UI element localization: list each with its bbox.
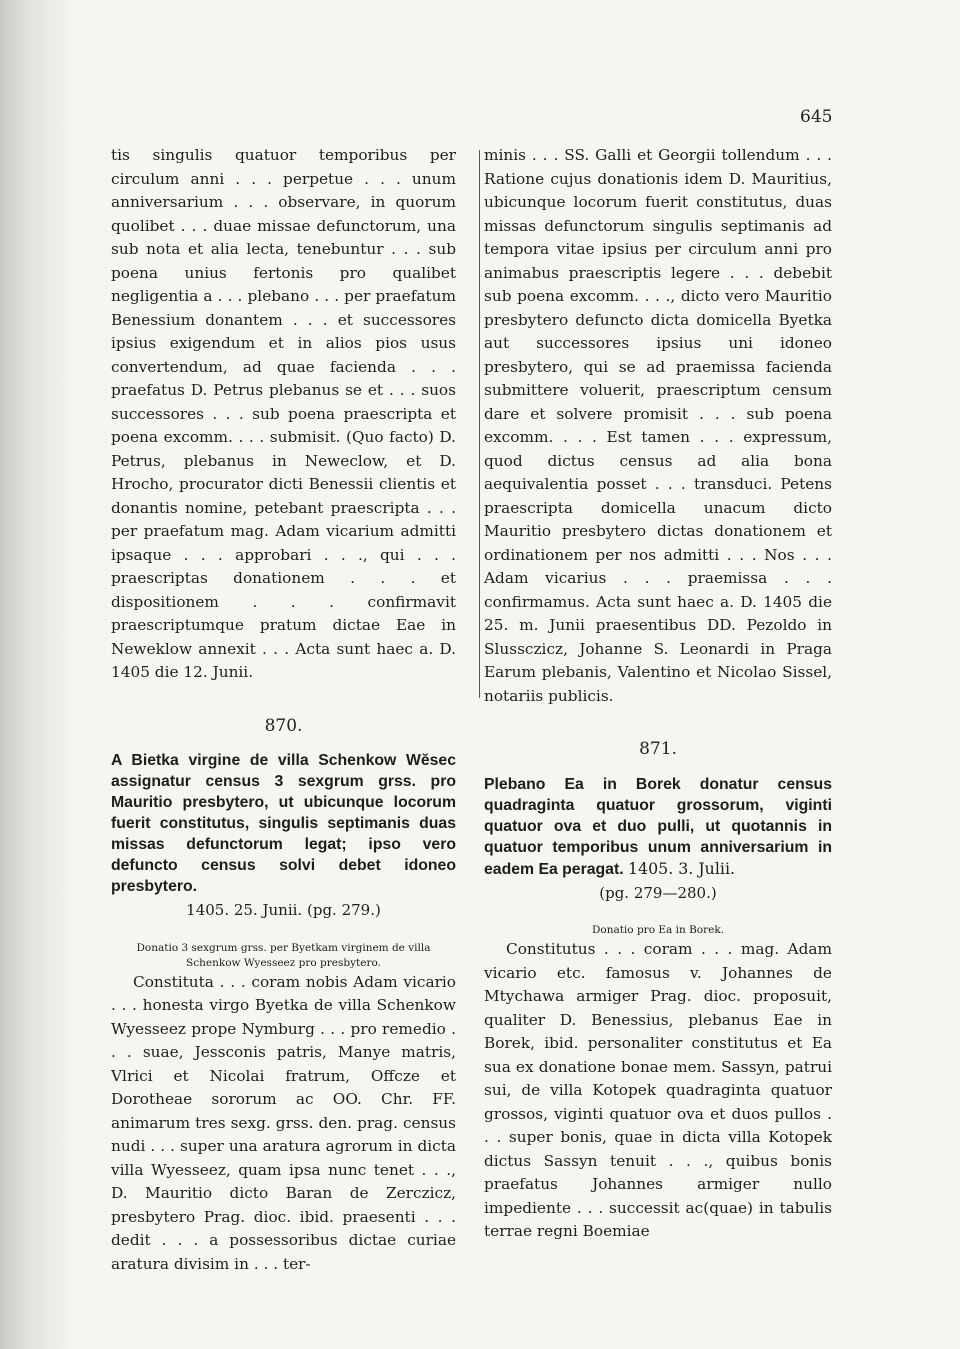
heading-date: 1405. 3. Julii.: [628, 858, 736, 878]
regest-871: Donatio pro Ea in Borek.: [591, 924, 725, 936]
page-number: 645: [800, 107, 833, 127]
heading-date-ref: [111, 899, 456, 923]
document-number-871: 871.: [639, 739, 677, 759]
document-body-870: Constituta . . . coram nobis Adam vicario . . . honesta virgo Byetka de villa Schenkow Wyesseez prope Nymburg . . . pro remedio . . . suae, Jessconis patris, Manye matris, Vlrici et Nicolai fratrum, Offcze et Dorotheae sororum ac OO. Chr. FF. animarum tres sexg. grss. den. prag. census nudi . . . super una aratura agrorum in dicta villa Wyesseez, quam ipsa nunc tenet . . ., D. Mauritio dicto Baran de Zerczicz, presbytero Prag. dioc. ibid. praesenti . . . dedit . . . a possessoribus dictae curiae aratura divisim in . . . ter-: [111, 972, 456, 1273]
heading-text: A Bietka virgine de villa Schenkow Wĕsec assignatur census 3 sexgrum grss. pro Mauritio presbytero, ut ubicunque locorum fuerit constitutus, singulis septimanis duas missas defunctorum legat; ipso vero defuncto census solvi debet idoneo presbytero.: [111, 752, 456, 895]
page-binding-edge: [0, 0, 68, 1349]
right-column: [484, 144, 832, 1244]
document-body-871: Constitutus . . . coram . . . mag. Adam vicario etc. famosus v. Johannes de Mtychawa armiger Prag. dioc. proposuit, qualiter D. Benessius, plebanus Eae in Borek, ibid. personaliter constitutus et Ea sua ex donatione bonae mem. Sassyn, patrui sui, de villa Kotopek quadraginta quatuor grossos, viginti quatuor ova et duos pullos . . . super bonis, quae in dicta villa Kotopek dictus Sassyn tenuit . . ., quibus bonis praefatus Johannes armiger nullo impediente . . . successit ac(quae) in tabulis terrae regni Boemiae: [484, 940, 832, 1240]
document-heading-870: [111, 750, 456, 897]
heading-date: 1405. 25. Junii.: [186, 901, 303, 919]
regest-870: Donatio 3 sexgrum grss. per Byetkam virginem de villa Schenkow Wyesseez pro presbytero.: [136, 941, 431, 969]
document-number-870: 870.: [264, 715, 303, 736]
left-continuation-text: tis singulis quatuor temporibus per circulum anni . . . perpetue . . . unum anniversarium . . . observare, in quorum quolibet . . . duae missae defunctorum, una sub nota et alia lecta, tenebuntur . . . sub poena unius fertonis pro qualibet negligentia a . . . plebano . . . per praefatum Benessium donantem . . . et successores ipsius exigendum et in alios pios usus convertendum, ad quae facienda . . . praefatus D. Petrus plebanus se et . . . suos successores . . . sub poena praescripta et poena excomm. . . . submisit. (Quo facto) D. Petrus, plebanus in Neweclow, et D. Hrocho, procurator dicti Benessii clientis et donantis nomine, petebant praescripta . . . per praefatum mag. Adam vicarium admitti ipsaque . . . approbari . . ., qui . . . praescriptas donationem . . . et dispositionem . . . confirmavit praescriptumque pratum dictae Eae in Neweklow annexit . . . Acta sunt haec a. D. 1405 die 12. Junii.: [111, 146, 456, 681]
heading-ref: (pg. 279—280.): [599, 883, 717, 902]
right-continuation-text: minis . . . SS. Galli et Georgii tollendum . . . Ratione cujus donationis idem D. Mauritius, ubicunque locorum fuerit constitutus, duas missas defunctorum singulis septimanis ad tempora vitae ipsius per circulum anni pro animabus praescriptis legere . . . debebit sub poena excomm. . . ., dicto vero Mauritio presbytero defuncto dicta domicella Byetka aut successores ipsius uni idoneo presbytero, qui se ad praemissa facienda submittere voluerit, praescriptum censum dare et solvere promisit . . . sub poena excomm. . . . Est tamen . . . expressum, quod dictus census ad alia bona aequivalentia posset . . . transduci. Petens praescripta domicella unacum dicto Mauritio presbytero dictas donationem et ordinationem per nos admitti . . . Nos . . . Adam vicarius . . . praemissa . . . confirmamus. Acta sunt haec a. D. 1405 die 25. m. Junii praesentibus DD. Pezoldo in Slussczicz, Johanne S. Leonardi in Praga Earum plebanis, Valentino et Nicolao Sissel, notariis publicis.: [484, 146, 832, 705]
left-column: [111, 144, 456, 1276]
column-divider: [479, 150, 480, 698]
heading-text: Plebano Ea in Borek donatur census quadraginta quatuor grossorum, viginti quatuor ova et duo pulli, ut quotannis in quatuor temporibus unum anniversarium in eadem Ea peragat.: [484, 775, 832, 878]
heading-ref: (pg. 279.): [306, 901, 381, 919]
document-heading-871: [484, 774, 832, 880]
